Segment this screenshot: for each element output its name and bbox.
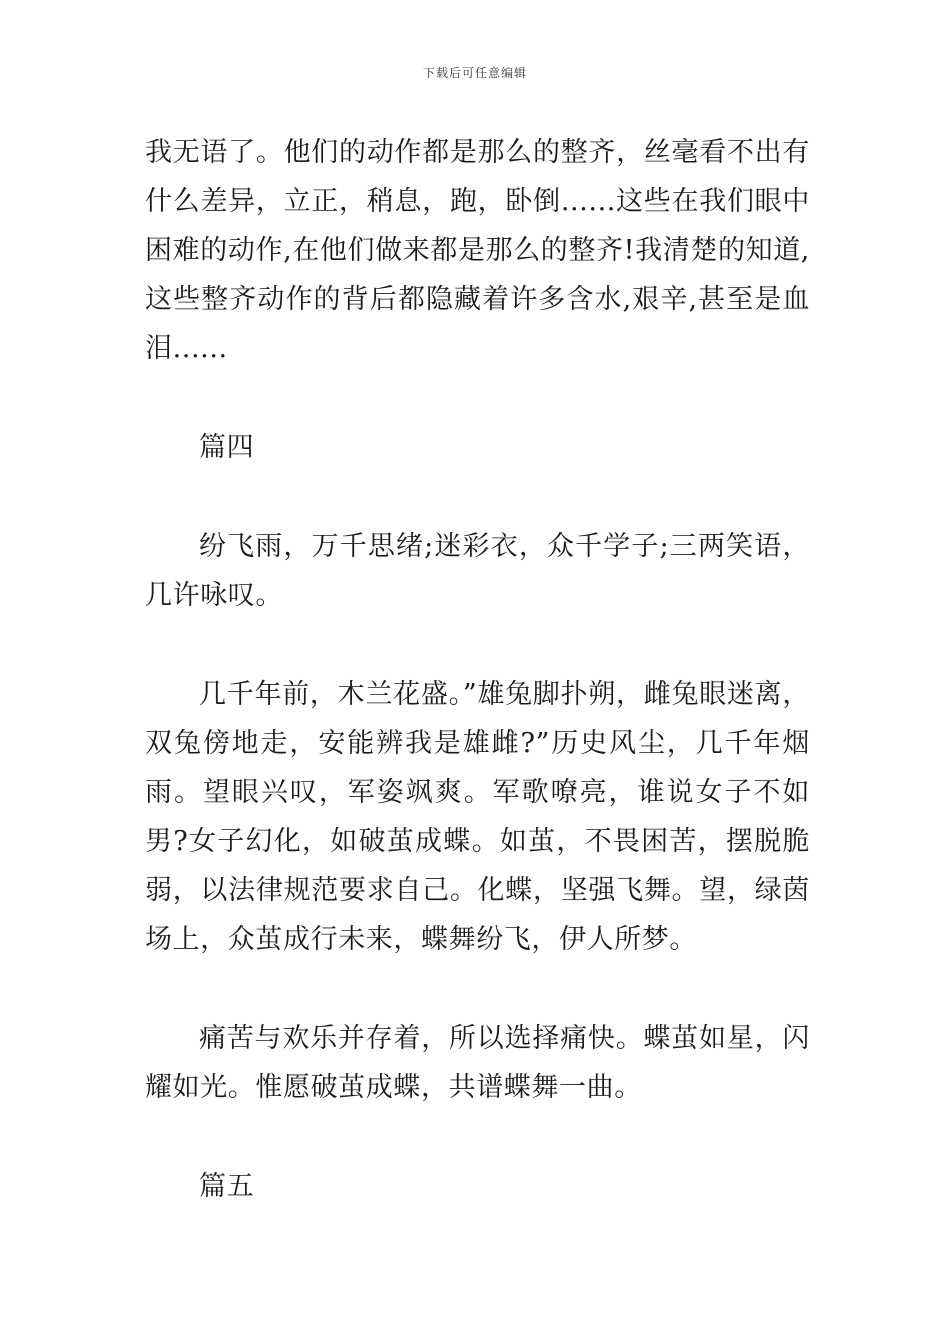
header-note: 下载后可任意编辑	[422, 66, 527, 80]
paragraph-1: 我无语了。他们的动作都是那么的整齐，丝毫看不出有什么差异，立正，稍息，跑，卧倒......这些在我们眼中困难的动作,在他们做来都是那么的整齐!我清楚的知道,这些整齐动作的背后都隐藏着许多含水,艰辛,甚至是血泪......	[145, 137, 810, 364]
paragraph-2: 纷飞雨，万千思绪;迷彩衣，众千学子;三两笑语，几许咏叹。	[145, 531, 810, 611]
document-body	[145, 128, 810, 1211]
paragraph-4: 痛苦与欢乐并存着，所以选择痛快。蝶茧如星，闪耀如光。惟愿破茧成蝶，共谱蝶舞一曲。	[145, 1023, 810, 1103]
section-heading-4: 篇四	[199, 432, 255, 463]
section-heading-5: 篇五	[199, 1171, 255, 1202]
paragraph-3: 几千年前，木兰花盛。”雄兔脚扑朔，雌兔眼迷离，双兔傍地走，安能辨我是雄雌?”历史风尘，几千年烟雨。望眼兴叹，军姿飒爽。军歌嘹亮，谁说女子不如男?女子幻化，如破茧成蝶。如茧，不畏困苦，摆脱脆弱，以法律规范要求自己。化蝶，坚强飞舞。望，绿茵场上，众茧成行未来，蝶舞纷飞，伊人所梦。	[145, 679, 810, 955]
